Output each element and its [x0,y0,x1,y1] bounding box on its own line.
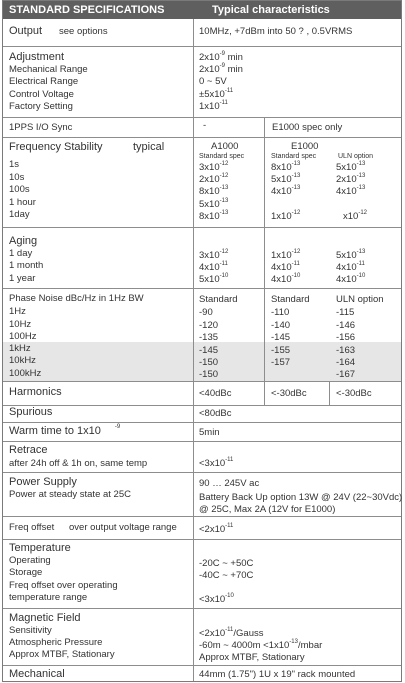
aging-uln-value: $4x10^{-10}$ [336,273,366,285]
stability-title: Frequency Stability [9,141,103,153]
phase-noise-header: ULN option [336,294,384,305]
temperature-value: -40C ~ +70C [199,570,254,581]
harmonics-value: <-30dBc [271,388,307,399]
stability-row: 1day [9,209,30,220]
aging-row: 1 year [9,273,36,284]
phase-noise-std-value: -120 [199,320,219,331]
row-divider [3,405,401,406]
output-label: Output [9,25,43,37]
phase-noise-std-value: -90 [199,307,213,318]
row-divider [3,539,401,540]
row-divider [3,381,401,382]
adjustment-row: Control Voltage [9,89,74,100]
row-divider [3,117,401,118]
freq-offset-label: Freq offset [9,522,55,533]
phase-noise-row: 100kHz [9,368,42,379]
spec-table [2,0,402,682]
warm-time-value: 5min [199,427,220,438]
row-divider [3,472,401,473]
stability-a1000-header: A1000 [211,141,239,152]
stability-uln-value: $x10^{-12}$ [343,210,367,222]
output-value: 10MHz, +7dBm into 50 ? , 0.5VRMS [199,26,353,37]
temperature-row: Operating [9,555,51,566]
row-divider [3,665,401,666]
output-note: see options [59,26,108,37]
pps-label: 1PPS I/O Sync [9,122,73,133]
harmonics-value: <40dBc [199,388,232,399]
row-divider [3,288,401,289]
phase-noise-std-value: -150 [199,369,219,380]
phase-noise-uln-value: -146 [336,320,356,331]
magnetic-row: Atmospheric Pressure [9,637,103,648]
phase-noise-uln-value: -164 [336,357,356,368]
aging-uln-value: $4x10^{-11}$ [336,261,365,273]
power-label: Power Supply [9,476,77,488]
temperature-row: Storage [9,567,43,578]
mechanical-value: 44mm (1.75") 1U x 19" rack mounted [199,669,356,680]
stability-std-spec: Standard spec [271,153,317,160]
column-divider [264,138,265,406]
stability-a1000-value: $5x10^{-13}$ [199,198,229,210]
stability-a1000-value: $8x10^{-13}$ [199,185,229,197]
phase-noise-row: 10kHz [9,355,36,366]
aging-e1000-std-value: $4x10^{-11}$ [271,261,300,273]
stability-row: 10s [9,172,25,183]
phase-noise-e1000-value: -145 [271,332,291,343]
adjustment-value: $\pm 5x10^{-11}$ [199,88,234,100]
column-divider [193,19,194,681]
temperature-value: -20C ~ +50C [199,558,254,569]
stability-e1000-std-value: $4x10^{-13}$ [271,185,301,197]
freq-offset-note: over output voltage range [69,522,177,533]
magnetic-value: -60m ~ $4000m <1x10^{-13}$/mbar [199,639,323,651]
phase-noise-e1000-value: -110 [271,307,290,318]
phase-noise-uln-value: -163 [336,345,356,356]
row-divider [3,441,401,442]
spurious-value: <80dBc [199,408,232,419]
stability-uln-value: $4x10^{-13}$ [336,185,366,197]
harmonics-value: <-30dBc [336,388,372,399]
phase-noise-e1000-value: -155 [271,345,291,356]
phase-noise-e1000-value: -140 [271,320,291,331]
stability-e1000-std-value: $8x10^{-13}$ [271,161,301,173]
aging-row: 1 month [9,260,44,271]
magnetic-value: Approx MTBF, Stationary [199,652,305,663]
pps-a1000: - [203,120,207,131]
row-divider [3,608,401,609]
phase-noise-header: Standard [199,294,238,305]
stability-row: 1 hour [9,197,36,208]
stability-a1000-value: $3x10^{-12}$ [199,161,229,173]
magnetic-row: Sensitivity [9,625,52,636]
adjustment-value: 0 ~ 5V [199,76,227,87]
adjustment-value: $2x10^{-9}$ min [199,63,243,75]
aging-a1000-value: $3x10^{-12}$ [199,249,229,261]
phase-noise-row: 1Hz [9,306,26,317]
aging-title: Aging [9,235,38,247]
adjustment-value: $1x10^{-11}$ [199,100,228,112]
stability-a1000-value: $2x10^{-12}$ [199,173,229,185]
retrace-value: $<3x10^{-11}$ [199,457,234,469]
aging-e1000-std-value: $4x10^{-10}$ [271,273,301,285]
phase-noise-row: 100Hz [9,331,37,342]
adjustment-row: Electrical Range [9,76,79,87]
temperature-title: Temperature [9,542,71,554]
header-subtitle: Typical characteristics [212,4,330,16]
aging-e1000-std-value: $1x10^{-12}$ [271,249,301,261]
pps-e1000: E1000 spec only [272,122,343,133]
power-value: @ 25C, Max 2A (12V for E1000) [199,504,336,515]
phase-noise-uln-value: -115 [336,307,355,318]
warm-time-label: Warm time to 1x10 $^{-9}$ [9,424,121,437]
magnetic-row: Approx MTBF, Stationary [9,649,115,660]
temperature-row: Freq offset over operating [9,580,118,591]
row-divider [3,46,401,47]
adjustment-row: Factory Setting [9,101,73,112]
magnetic-value: $<2x10^{-11}$/Gauss [199,627,264,639]
aging-a1000-value: $4x10^{-11}$ [199,261,228,273]
stability-row: 100s [9,184,30,195]
aging-a1000-value: $5x10^{-10}$ [199,273,229,285]
row-divider [3,227,401,228]
temperature-row: temperature range [9,592,88,603]
phase-noise-header: Standard [271,294,310,305]
adjustment-value: $2x10^{-9}$ min [199,51,243,63]
row-divider [3,137,401,138]
magnetic-title: Magnetic Field [9,612,81,624]
harmonics-label: Harmonics [9,386,62,398]
temperature-value: $<3x10^{-10}$ [199,593,234,605]
stability-std-spec: Standard spec [199,153,245,160]
column-divider [264,117,265,137]
header-title: STANDARD SPECIFICATIONS [9,4,165,16]
phase-noise-std-value: -150 [199,357,219,368]
phase-noise-uln-value: -167 [336,369,356,380]
retrace-sub: after 24h off & 1h on, same temp [9,458,148,469]
stability-row: 1s [9,159,20,170]
freq-offset-value: $<2x10^{-11}$ [199,523,234,535]
stability-e1000-std-value: $1x10^{-12}$ [271,210,301,222]
stability-uln-option: ULN option [338,153,374,160]
aging-row: 1 day [9,248,33,259]
mechanical-label: Mechanical [9,668,65,680]
phase-noise-row: 1kHz [9,343,31,354]
power-value: Battery Back Up option 13W @ 24V (22~30Vdc) [199,492,403,503]
column-divider [329,381,330,405]
phase-noise-std-value: -145 [199,345,219,356]
table-header [3,1,401,19]
spurious-label: Spurious [9,406,53,418]
row-divider [3,516,401,517]
adjustment-title: Adjustment [9,51,65,63]
stability-typical: typical [133,141,165,153]
aging-uln-value: $5x10^{-13}$ [336,249,366,261]
power-sub: Power at steady state at 25C [9,489,131,500]
phase-noise-std-value: -135 [199,332,219,343]
phase-noise-row: 10Hz [9,319,32,330]
adjustment-row: Mechanical Range [9,64,88,75]
stability-a1000-value: $8x10^{-13}$ [199,210,229,222]
stability-e1000-header: E1000 [291,141,319,152]
stability-uln-value: $5x10^{-13}$ [336,161,366,173]
power-value: 90 … 245V ac [199,478,260,489]
phase-noise-title: Phase Noise dBc/Hz in 1Hz BW [9,293,144,304]
stability-e1000-std-value: $5x10^{-13}$ [271,173,301,185]
stability-uln-value: $2x10^{-13}$ [336,173,366,185]
phase-noise-e1000-value: -157 [271,357,291,368]
row-divider [3,422,401,423]
retrace-label: Retrace [9,444,48,456]
phase-noise-uln-value: -156 [336,332,356,343]
